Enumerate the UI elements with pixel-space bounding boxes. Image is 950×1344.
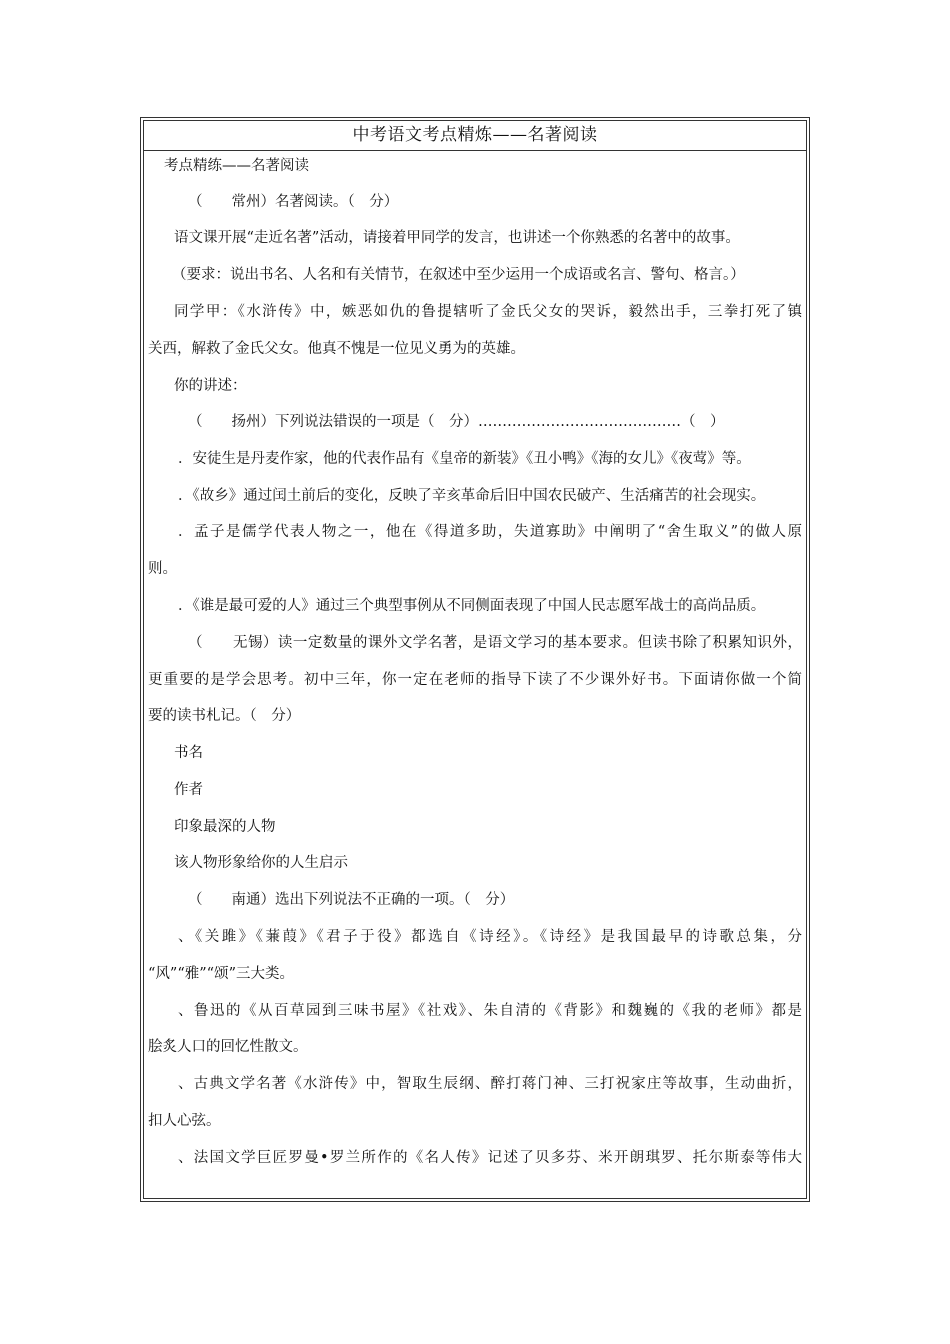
- document-table: [143, 120, 807, 1199]
- question-1-answer-label: 你的讲述：: [174, 378, 247, 394]
- question-1-prompt: 语文课开展“走近名著”活动，请接着甲同学的发言，也讲述一个你熟悉的名著中的故事。: [174, 230, 740, 246]
- question-1-heading: （ 常州）名著阅读。（ 分）: [188, 194, 399, 210]
- question-3-inspiration-label: 该人物形象给你的人生启示: [174, 855, 348, 871]
- question-4-option-c-line-2: 扣人心弦。: [148, 1113, 221, 1129]
- question-4-option-a-line-1: 、《关雎》《蒹葭》《君子于役》都选自《诗经》。《诗经》是我国最早的诗歌总集，分: [178, 929, 802, 945]
- document-frame: [140, 117, 810, 1202]
- question-3-line-2: 更重要的是学会思考。初中三年，你一定在老师的指导下读了不少课外好书。下面请你做一个简: [148, 672, 802, 688]
- question-2-option-c-line-1: ．孟子是儒学代表人物之一，他在《得道多助，失道寡助》中阐明了“舍生取义”的做人原: [178, 524, 802, 540]
- question-3-character-label: 印象最深的人物: [174, 819, 276, 835]
- section-heading: 考点精练——名著阅读: [164, 158, 309, 174]
- question-3-author-label: 作者: [174, 782, 203, 798]
- question-3-line-1: （ 无锡）读一定数量的课外文学名著，是语文学习的基本要求。但读书除了积累知识外，: [188, 635, 802, 651]
- question-4-heading: （ 南通）选出下列说法不正确的一项。（ 分）: [188, 892, 515, 908]
- question-1-example-line-2: 关西，解救了金氏父女。他真不愧是一位见义勇为的英雄。: [148, 341, 525, 357]
- question-1-example-line-1: 同学甲：《水浒传》中，嫉恶如仇的鲁提辖听了金氏父女的哭诉，毅然出手，三拳打死了镇: [174, 304, 802, 320]
- question-2-heading: （ 扬州）下列说法错误的一项是（ 分）……………………………………（ ）: [188, 414, 725, 430]
- question-1-requirement: （要求：说出书名、人名和有关情节，在叙述中至少运用一个成语或名言、警句、格言。）: [172, 267, 745, 283]
- question-4-option-b-line-2: 脍炙人口的回忆性散文。: [148, 1039, 308, 1055]
- document-title: 中考语文考点精炼——名著阅读: [144, 121, 806, 151]
- question-4-option-c-line-1: 、古典文学名著《水浒传》中，智取生辰纲、醉打蒋门神、三打祝家庄等故事，生动曲折，: [178, 1076, 802, 1092]
- question-2-option-d: ．《谁是最可爱的人》通过三个典型事例从不同侧面表现了中国人民志愿军战士的高尚品质。: [178, 598, 766, 614]
- question-4-option-d-line-1: 、法国文学巨匠罗曼•罗兰所作的《名人传》记述了贝多芬、米开朗琪罗、托尔斯泰等伟大: [178, 1150, 802, 1166]
- question-2-option-a: ．安徒生是丹麦作家，他的代表作品有《皇帝的新装》《丑小鸭》《海的女儿》《夜莺》等。: [178, 451, 751, 467]
- question-4-option-a-line-2: “风”“雅”“颂”三大类。: [148, 966, 294, 982]
- question-2-option-c-line-2: 则。: [148, 561, 177, 577]
- question-3-book-name-label: 书名: [174, 745, 203, 761]
- question-3-line-3: 要的读书札记。（ 分）: [148, 708, 301, 724]
- question-4-option-b-line-1: 、鲁迅的《从百草园到三味书屋》《社戏》、朱自清的《背影》和魏巍的《我的老师》都是: [178, 1003, 802, 1019]
- question-2-option-b: ．《故乡》通过闰土前后的变化，反映了辛亥革命后旧中国农民破产、生活痛苦的社会现实。: [178, 488, 766, 504]
